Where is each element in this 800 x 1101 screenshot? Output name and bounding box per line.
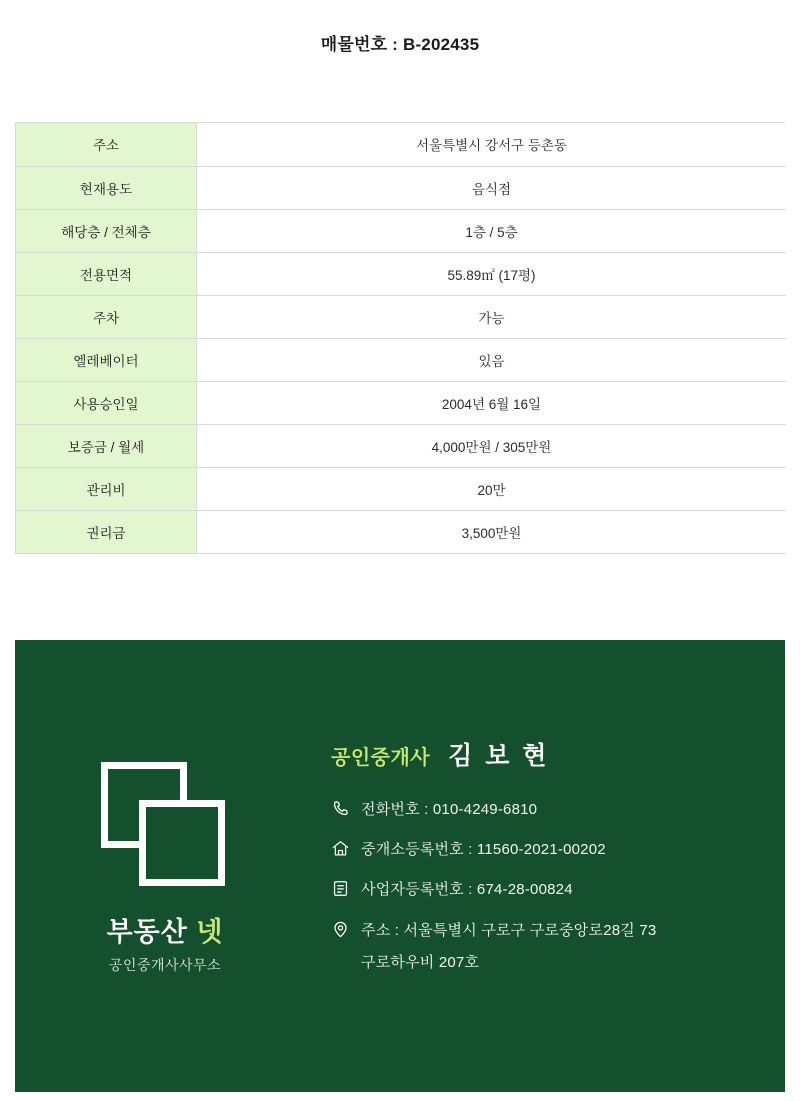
contact-row-license [331,838,765,861]
brand-name-main: 부동산 [106,917,188,948]
row-label: 전용면적 [16,252,197,295]
two-overlapping-squares-icon [101,762,229,890]
row-label: 엘레베이터 [16,338,197,381]
row-label: 해당층 / 전체층 [16,209,197,252]
row-value: 서울특별시 강서구 등촌동 [197,123,787,166]
row-value: 3,500만원 [197,510,787,553]
row-label: 사용승인일 [16,381,197,424]
row-label: 주소 [16,123,197,166]
agent-role: 공인중개사 [331,746,431,769]
agency-footer [15,640,785,1092]
contact-text-business: 사업자등록번호 : 674-28-00824 [361,881,573,899]
table-row [16,467,786,510]
agent-heading [331,736,765,772]
row-value: 4,000만원 / 305만원 [197,424,787,467]
brand-name [107,916,224,948]
contact-address-line2: 구로하우비 207호 [361,953,480,971]
brand-subtitle: 공인중개사사무소 [108,956,222,973]
row-value: 가능 [197,295,787,338]
row-value: 2004년 6월 16일 [197,381,787,424]
table-row [16,381,786,424]
contact-row-phone [331,798,765,821]
agent-name: 김 보 현 [448,741,550,770]
row-label: 주차 [16,295,197,338]
row-label: 권리금 [16,510,197,553]
row-label: 관리비 [16,467,197,510]
row-value: 있음 [197,338,787,381]
row-label: 보증금 / 월세 [16,424,197,467]
brand-name-accent: 넷 [196,917,224,948]
map-pin-icon [331,919,361,939]
contact-text-license: 중개소등록번호 : 11560-2021-00202 [361,841,606,859]
contact-text-address [361,919,656,975]
contact-text-phone: 전화번호 : 010-4249-6810 [361,800,538,818]
row-value: 1층 / 5층 [197,209,787,252]
row-value: 55.89㎡ (17평) [197,252,787,295]
agent-block [315,736,785,995]
table-row [16,295,786,338]
document-icon [331,878,361,898]
table-row [16,209,786,252]
spec-table-wrap [15,122,785,554]
contact-address-line1: 주소 : 서울특별시 구로구 구로중앙로28길 73 [361,921,657,939]
contact-row-address [331,919,765,975]
table-row [16,510,786,553]
table-row [16,166,786,209]
row-label: 현재용도 [16,166,197,209]
house-icon [331,838,361,858]
table-row [16,123,786,166]
table-row [16,424,786,467]
page-title-wrap [0,0,800,55]
table-row [16,338,786,381]
row-value: 음식점 [197,166,787,209]
contact-row-business [331,878,765,901]
table-row [16,252,786,295]
row-value: 20만 [197,467,787,510]
spec-table [16,123,786,554]
page-title: 매물번호 : B-202435 [320,35,480,54]
brand-block [15,756,315,974]
phone-icon [331,798,361,818]
